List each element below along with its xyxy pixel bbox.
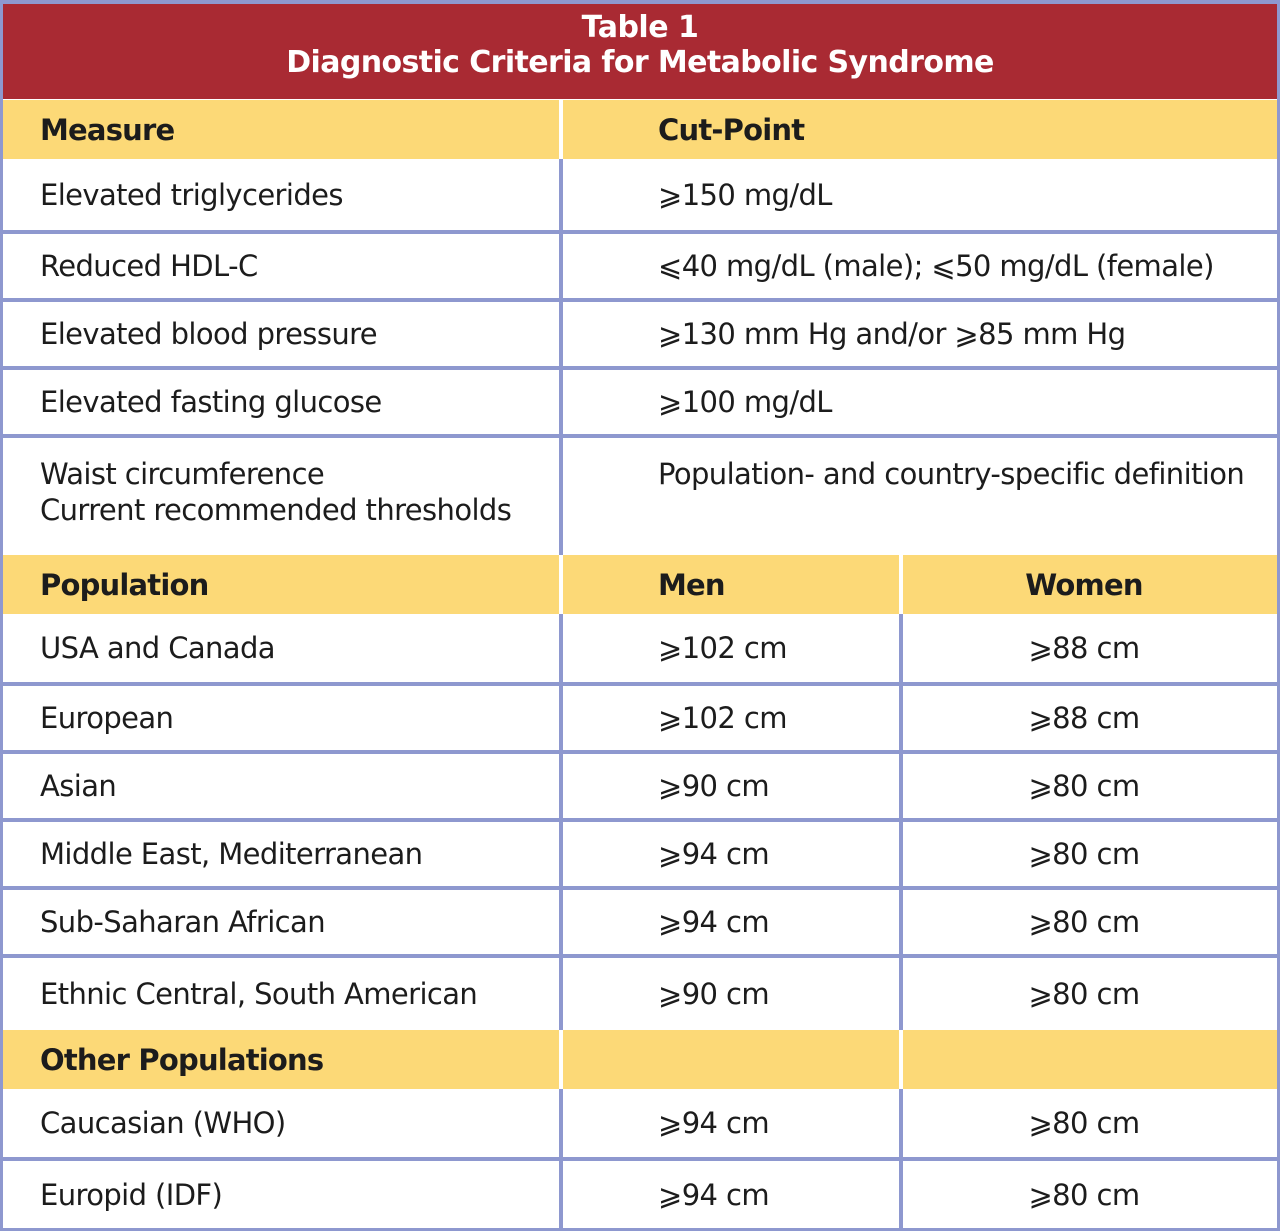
population-cell: Ethnic Central, South American bbox=[40, 977, 478, 1011]
table-row bbox=[3, 302, 1277, 370]
table-row bbox=[3, 890, 1277, 958]
women-cell: ⩾88 cm bbox=[1028, 631, 1140, 665]
men-cell: ⩾102 cm bbox=[658, 701, 787, 735]
table-number: Table 1 bbox=[581, 10, 699, 45]
table-row bbox=[3, 234, 1277, 302]
population-cell: USA and Canada bbox=[40, 631, 275, 665]
men-cell: ⩾94 cm bbox=[658, 905, 770, 939]
men-cell: ⩾90 cm bbox=[658, 769, 770, 803]
table-row bbox=[3, 1161, 1277, 1228]
women-cell: ⩾80 cm bbox=[1028, 905, 1140, 939]
cut-point-cell: ⩽40 mg/dL (male); ⩽50 mg/dL (female) bbox=[658, 249, 1214, 283]
men-cell: ⩾94 cm bbox=[658, 1106, 770, 1140]
header-cut-point: Cut-Point bbox=[658, 112, 805, 147]
measure-cell: Elevated triglycerides bbox=[40, 177, 343, 212]
table-row-waist bbox=[3, 438, 1277, 555]
header-population: Population bbox=[40, 567, 209, 602]
table-row bbox=[3, 159, 1277, 234]
table-row bbox=[3, 370, 1277, 438]
table-title bbox=[3, 4, 1277, 99]
population-cell: Sub-Saharan African bbox=[40, 905, 325, 939]
women-cell: ⩾80 cm bbox=[1028, 977, 1140, 1011]
header-men-empty bbox=[560, 1030, 901, 1089]
header-other-populations: Other Populations bbox=[40, 1042, 324, 1077]
waist-line-1: Waist circumference bbox=[40, 457, 325, 491]
cut-point-cell: ⩾150 mg/dL bbox=[658, 177, 832, 212]
measure-cell: Elevated fasting glucose bbox=[40, 385, 382, 419]
table-row bbox=[3, 958, 1277, 1030]
men-cell: ⩾94 cm bbox=[658, 1177, 770, 1212]
table-row bbox=[3, 686, 1277, 754]
header-row-measure bbox=[3, 100, 1277, 159]
women-cell: ⩾88 cm bbox=[1028, 701, 1140, 735]
table-row bbox=[3, 614, 1277, 686]
table-row bbox=[3, 754, 1277, 822]
header-measure: Measure bbox=[40, 112, 175, 147]
population-cell: Europid (IDF) bbox=[40, 1177, 223, 1212]
women-cell: ⩾80 cm bbox=[1028, 1106, 1140, 1140]
women-cell: ⩾80 cm bbox=[1028, 837, 1140, 871]
waist-line-2: Current recommended thresholds bbox=[40, 493, 512, 527]
women-cell: ⩾80 cm bbox=[1028, 1177, 1140, 1212]
men-cell: ⩾90 cm bbox=[658, 977, 770, 1011]
measure-cell: Reduced HDL-C bbox=[40, 249, 258, 283]
measure-cell: Elevated blood pressure bbox=[40, 317, 378, 351]
header-women: Women bbox=[1025, 567, 1143, 602]
men-cell: ⩾102 cm bbox=[658, 631, 787, 665]
measure-cell bbox=[3, 438, 560, 555]
population-cell: European bbox=[40, 701, 174, 735]
cut-point-cell: ⩾100 mg/dL bbox=[658, 385, 832, 419]
header-men: Men bbox=[658, 567, 725, 602]
population-cell: Asian bbox=[40, 769, 117, 803]
table-row bbox=[3, 822, 1277, 890]
population-cell: Caucasian (WHO) bbox=[40, 1106, 286, 1140]
header-women-empty bbox=[901, 1030, 1277, 1089]
table-caption: Diagnostic Criteria for Metabolic Syndrome bbox=[286, 45, 994, 80]
header-row-population bbox=[3, 555, 1277, 614]
cut-point-cell: Population- and country-specific definition bbox=[658, 457, 1245, 491]
table-row bbox=[3, 1089, 1277, 1161]
women-cell: ⩾80 cm bbox=[1028, 769, 1140, 803]
men-cell: ⩾94 cm bbox=[658, 837, 770, 871]
header-row-other-populations bbox=[3, 1030, 1277, 1089]
cut-point-cell: ⩾130 mm Hg and/or ⩾85 mm Hg bbox=[658, 317, 1126, 351]
population-cell: Middle East, Mediterranean bbox=[40, 837, 423, 871]
